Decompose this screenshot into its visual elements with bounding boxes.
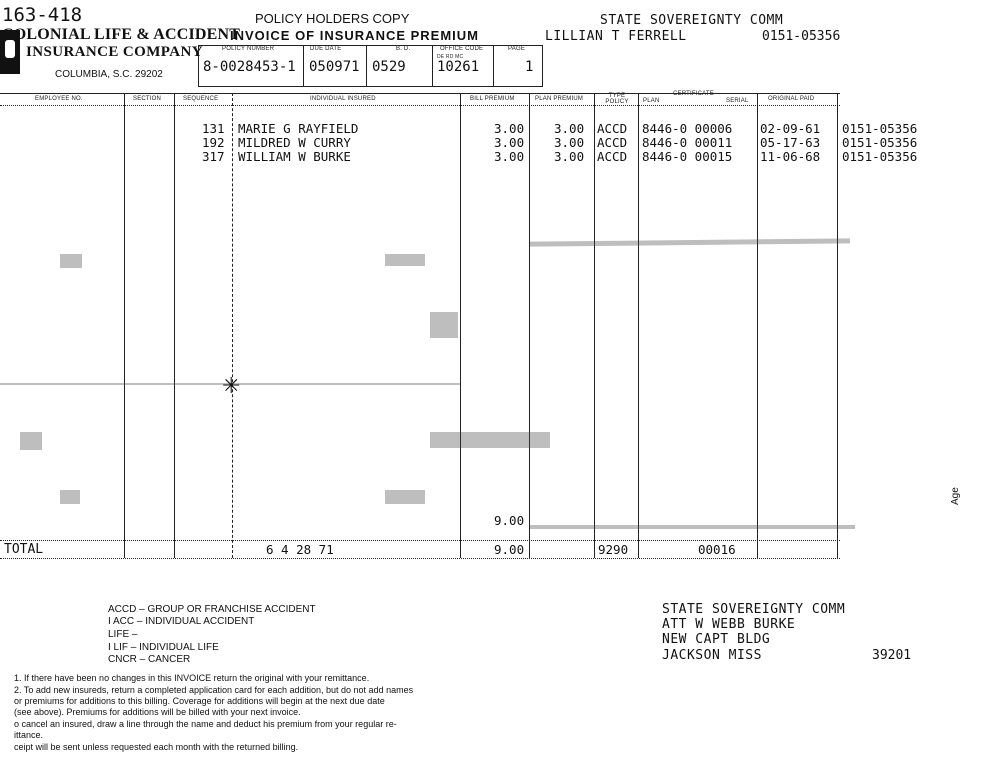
copy-title: POLICY HOLDERS COPY bbox=[255, 11, 410, 26]
address-line2: ATT W WEBB BURKE bbox=[662, 617, 796, 632]
legend-iacc: I ACC – INDIVIDUAL ACCIDENT bbox=[108, 616, 255, 627]
address-line4: JACKSON MISS bbox=[662, 648, 762, 663]
total-label: TOTAL bbox=[4, 542, 44, 557]
address-line1: STATE SOVEREIGNTY COMM bbox=[662, 602, 846, 617]
birth-date: 0529 bbox=[372, 59, 406, 75]
col-section: SECTION bbox=[133, 96, 162, 102]
policy-number: 8-0028453-1 bbox=[203, 59, 296, 75]
col-bill-premium: BILL PREMIUM bbox=[470, 96, 515, 102]
legend-life: LIFE – bbox=[108, 629, 138, 640]
scan-artifact bbox=[430, 432, 550, 448]
col-sequence: SEQUENCE bbox=[183, 96, 219, 102]
total-date: 6 4 28 71 bbox=[266, 542, 334, 557]
row-sequence: 131 bbox=[202, 121, 225, 136]
legend-ilif: I LIF – INDIVIDUAL LIFE bbox=[108, 642, 219, 653]
label-office-sub: DE RD MC bbox=[437, 54, 464, 60]
col-plan: PLAN bbox=[643, 98, 660, 104]
row-account: 0151-05356 bbox=[842, 121, 918, 136]
row-name: WILLIAM W BURKE bbox=[238, 149, 351, 164]
row-type: ACCD bbox=[597, 121, 628, 136]
row-type: ACCD bbox=[597, 135, 628, 150]
row-certificate: 8446-0 00015 bbox=[642, 149, 733, 164]
total-serial: 00016 bbox=[698, 542, 736, 557]
row-plan-premium: 3.00 bbox=[554, 121, 585, 136]
side-age-mark: Age bbox=[950, 487, 961, 505]
note-3b: ittance. bbox=[14, 730, 44, 740]
row-bill-premium: 3.00 bbox=[494, 135, 525, 150]
scan-artifact bbox=[530, 238, 850, 246]
note-3: o cancel an insured, draw a line through the name and deduct his premium from your regular re- bbox=[14, 719, 397, 729]
note-4: ceipt will be sent unless requested each month with the returned billing. bbox=[14, 742, 299, 752]
label-bd: B. D. bbox=[396, 46, 411, 52]
col-individual-insured: INDIVIDUAL INSURED bbox=[310, 96, 376, 102]
scan-artifact bbox=[60, 490, 80, 504]
company-name-line2: INSURANCE COMPANY bbox=[26, 44, 203, 60]
label-office-code: OFFICE CODE bbox=[440, 46, 484, 52]
office-code: 10261 bbox=[437, 59, 480, 75]
row-account: 0151-05356 bbox=[842, 149, 918, 164]
scan-artifact bbox=[385, 490, 425, 504]
row-plan-premium: 3.00 bbox=[554, 149, 585, 164]
row-certificate: 8446-0 00011 bbox=[642, 135, 733, 150]
row-type: ACCD bbox=[597, 149, 628, 164]
policyholder-name: STATE SOVEREIGNTY COMM bbox=[600, 13, 784, 28]
total-type-code: 9290 bbox=[598, 542, 629, 557]
page-number: 1 bbox=[525, 59, 534, 75]
total-bill: 9.00 bbox=[494, 542, 525, 557]
col-employee-no: EMPLOYEE NO. bbox=[35, 96, 83, 102]
col-original-paid: ORIGINAL PAID bbox=[768, 96, 815, 102]
scan-artifact bbox=[530, 525, 855, 529]
col-serial: SERIAL bbox=[726, 98, 749, 104]
col-certificate: CERTIFICATE bbox=[673, 91, 714, 97]
scan-artifact bbox=[60, 254, 82, 268]
row-account: 0151-05356 bbox=[842, 135, 918, 150]
row-certificate: 8446-0 00006 bbox=[642, 121, 733, 136]
row-original-paid: 05-17-63 bbox=[760, 135, 821, 150]
address-zip: 39201 bbox=[872, 648, 912, 663]
label-policy-number: POLICY NUMBER bbox=[222, 46, 275, 52]
subtotal-amount: 9.00 bbox=[494, 513, 525, 528]
document-id: 163-418 bbox=[2, 4, 83, 26]
note-2: 2. To add new insureds, return a completed application card for each addition, but do not add names bbox=[14, 685, 414, 695]
row-bill-premium: 3.00 bbox=[494, 149, 525, 164]
legend-cncr: CNCR – CANCER bbox=[108, 654, 191, 665]
due-date: 050971 bbox=[309, 59, 360, 75]
row-sequence: 317 bbox=[202, 149, 225, 164]
policyholder-account: 0151-05356 bbox=[762, 29, 841, 44]
address-line3: NEW CAPT BLDG bbox=[662, 632, 771, 647]
note-2b: or premiums for additions to this billing. Coverage for additions will begin at the next due date bbox=[14, 696, 385, 706]
col-plan-premium: PLAN PREMIUM bbox=[535, 96, 584, 102]
label-due-date: DUE DATE bbox=[310, 46, 342, 52]
company-city: COLUMBIA, S.C. 29202 bbox=[55, 69, 163, 80]
col-type-policy: TYPE POLICY bbox=[605, 93, 629, 105]
row-original-paid: 11-06-68 bbox=[760, 149, 821, 164]
row-bill-premium: 3.00 bbox=[494, 121, 525, 136]
scan-artifact bbox=[385, 254, 425, 266]
invoice-title: INVOICE OF INSURANCE PREMIUM bbox=[230, 28, 480, 43]
row-original-paid: 02-09-61 bbox=[760, 121, 821, 136]
row-sequence: 192 bbox=[202, 135, 225, 150]
row-name: MARIE G RAYFIELD bbox=[238, 121, 359, 136]
note-1: 1. If there have been no changes in this INVOICE return the original with your remittance. bbox=[14, 673, 370, 683]
legend-accd: ACCD – GROUP OR FRANCHISE ACCIDENT bbox=[108, 604, 316, 615]
note-2c: (see above). Premiums for additions will be billed with your next invoice. bbox=[14, 707, 301, 717]
label-page: PAGE bbox=[508, 46, 526, 52]
cross-mark-icon: ✳ bbox=[222, 373, 241, 398]
scan-artifact bbox=[20, 432, 42, 450]
row-plan-premium: 3.00 bbox=[554, 135, 585, 150]
company-name-line1: COLONIAL LIFE & ACCIDENT bbox=[2, 26, 241, 43]
scan-artifact bbox=[430, 312, 458, 338]
row-name: MILDRED W CURRY bbox=[238, 135, 351, 150]
policyholder-contact: LILLIAN T FERRELL bbox=[545, 29, 687, 44]
